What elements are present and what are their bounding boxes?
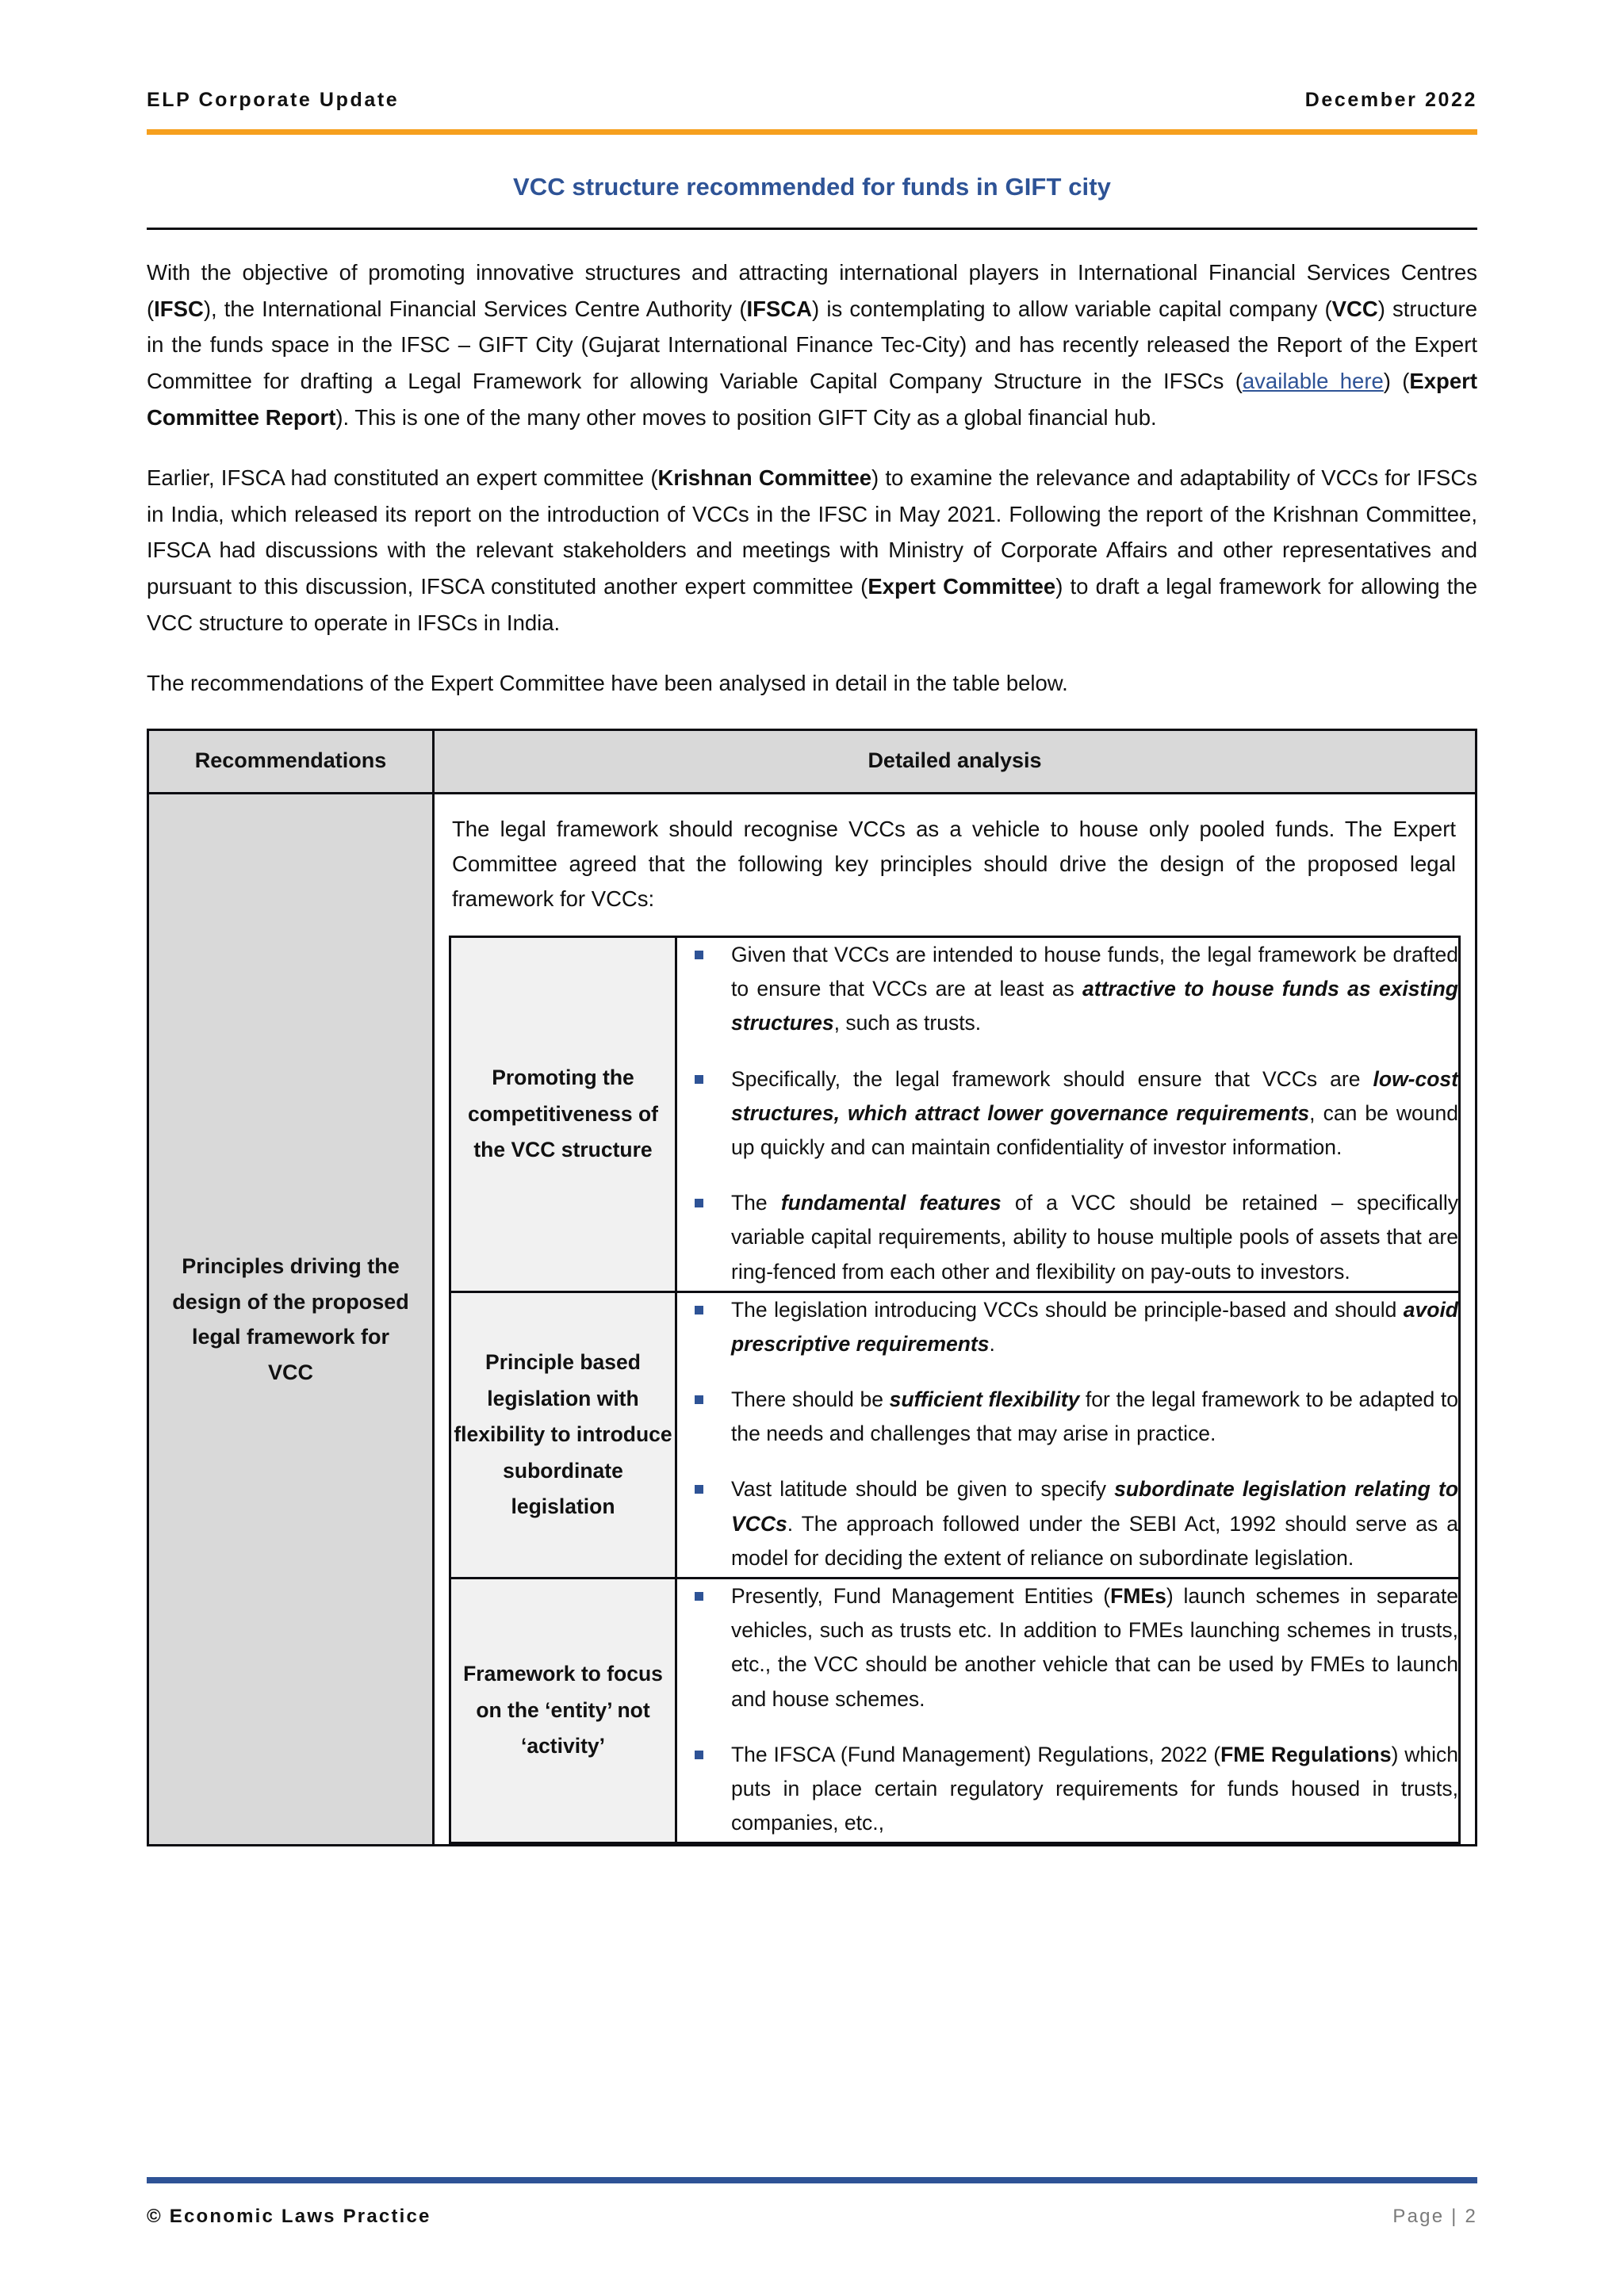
p2-term-krishnan-committee: Krishnan Committee [657, 465, 872, 491]
bullet-seg: The IFSCA (Fund Management) Regulations, 2022 ( [731, 1742, 1221, 1766]
bullet-item [677, 1186, 1458, 1289]
bullet-seg: . [989, 1331, 995, 1356]
bullet-emphasis: attractive to house funds as existing structures [731, 977, 1458, 1035]
page-title: VCC structure recommended for funds in GIFT city [512, 173, 1112, 201]
p1-term-ifsc: IFSC [154, 296, 204, 321]
bullet-seg: The legislation introducing VCCs should be principle-based and should [731, 1297, 1404, 1322]
intro-paragraph-2 [147, 460, 1477, 641]
bullet-item [677, 1293, 1458, 1361]
subrow-label-framework-entity-not-activity: Framework to focus on the ‘entity’ not ‘activity’ [450, 1578, 676, 1843]
bullet-emphasis: low-cost structures, which attract lower governance requirements [731, 1066, 1458, 1125]
p1-seg1: With the objective of promoting innovative structures and attracting international players in International Financial Services Centres ( [147, 260, 1477, 321]
intro-paragraph-1 [147, 254, 1477, 435]
p1-term-expert-committee-report: Expert Committee Report [147, 368, 1477, 430]
detailed-analysis-cell [434, 794, 1477, 1846]
table-header-row [148, 730, 1477, 794]
table-row [148, 794, 1477, 1846]
bullet-list [677, 938, 1458, 1289]
p1-seg3: ) is contemplating to allow variable capital company ( [812, 296, 1332, 321]
bullet-item [677, 938, 1458, 1041]
bullet-list [677, 1293, 1458, 1575]
available-here-link[interactable]: available here [1242, 368, 1384, 393]
p2-seg3: ) to draft a legal framework for allowing the VCC structure to operate in IFSCs in India. [147, 574, 1477, 635]
detail-intro-text: The legal framework should recognise VCCs as a vehicle to house only pooled funds. The Expert Committee agreed that the following key principles should drive the design of the proposed legal framework for VCCs: [452, 817, 1456, 912]
bullet-seg: , such as trusts. [833, 1011, 982, 1035]
title-divider [147, 228, 1477, 230]
bullet-emphasis: subordinate legislation relating to VCCs [731, 1477, 1459, 1536]
bullet-item [677, 1383, 1458, 1451]
p1-seg6: ). This is one of the many other moves to position GIFT City as a global financial hub. [335, 404, 1157, 430]
bullet-seg: of a VCC should be retained – specifically variable capital requirements, ability to house multiple pools of assets that are ring-fenced from each other and flexibility on pay-outs to investors. [731, 1191, 1458, 1284]
footer-copyright: © Economic Laws Practice [147, 2206, 431, 2227]
subtable-row [450, 937, 1460, 1292]
p1-term-ifsca: IFSCA [746, 296, 813, 321]
bullet-term-fmes: FMEs [1110, 1584, 1166, 1609]
document-footer [147, 2177, 1477, 2228]
header-date-right: December 2022 [1304, 89, 1477, 111]
subtable-row [450, 1292, 1460, 1578]
subrow-body-principle-based-legislation [676, 1292, 1460, 1578]
bullet-seg: ) which puts in place certain regulatory requirements for funds housed in trusts, companies, etc., [731, 1742, 1458, 1835]
bullet-emphasis: avoid prescriptive requirements [731, 1297, 1458, 1356]
bullet-seg: There should be [731, 1387, 890, 1412]
p2-seg1: Earlier, IFSCA had constituted an expert committee ( [147, 465, 658, 491]
bullet-seg: , can be wound up quickly and can maintain confidentiality of investor information. [731, 1100, 1458, 1159]
subrow-body-promoting-competitiveness [676, 937, 1460, 1292]
bullet-emphasis: sufficient flexibility [889, 1387, 1080, 1412]
footer-page-number: Page | 2 [1392, 2206, 1477, 2227]
p2-term-expert-committee: Expert Committee [868, 574, 1056, 599]
bullet-emphasis: fundamental features [780, 1191, 1002, 1215]
bullet-seg: Specifically, the legal framework should ensure that VCCs are [731, 1066, 1373, 1091]
bullet-seg: ) launch schemes in separate vehicles, such as trusts etc. In addition to FMEs launching schemes in trusts, etc., the VCC should be another vehicle that can be used by FMEs to launch and house schemes. [731, 1584, 1458, 1711]
intro-paragraph-3: The recommendations of the Expert Committee have been analysed in detail in the table below. [147, 671, 1068, 696]
header-orange-rule [147, 129, 1477, 135]
subtable-row [450, 1578, 1460, 1843]
column-header-recommendations: Recommendations [148, 730, 434, 794]
subrow-label-promoting-competitiveness: Promoting the competitiveness of the VCC structure [450, 937, 676, 1292]
footer-row [147, 2206, 1477, 2228]
bullet-item [677, 1579, 1458, 1716]
bullet-item [677, 1062, 1458, 1165]
bullet-seg: for the legal framework to be adapted to the needs and challenges that may arise in practice. [731, 1387, 1458, 1446]
bullet-item [677, 1472, 1458, 1575]
bullet-seg: Vast latitude should be given to specify [731, 1477, 1115, 1502]
bullet-seg: Presently, Fund Management Entities ( [731, 1584, 1111, 1609]
bullet-list [677, 1579, 1458, 1840]
p1-seg5: ) ( [1383, 368, 1410, 393]
principles-subtable [449, 936, 1461, 1844]
bullet-item [677, 1738, 1458, 1841]
document-header [147, 0, 1477, 112]
p2-seg2: ) to examine the relevance and adaptability of VCCs for IFSCs in India, which released its report on the introduction of VCCs in the IFSC in May 2021. Following the report of the Krishnan Committee, IFSCA had discussions with the relevant stakeholders and meetings with Ministry of Corporate Affairs and other representatives and pursuant to this discussion, IFSCA constituted another expert committee ( [147, 465, 1477, 599]
footer-blue-rule [147, 2177, 1477, 2183]
bullet-seg: Given that VCCs are intended to house funds, the legal framework be drafted to ensure that VCCs are at least as [731, 943, 1458, 1001]
bullet-term-fme-regulations: FME Regulations [1220, 1742, 1392, 1766]
header-title-left: ELP Corporate Update [147, 89, 400, 111]
p1-seg2: ), the International Financial Services Centre Authority ( [203, 296, 747, 321]
recommendation-label-principles: Principles driving the design of the proposed legal framework for VCC [148, 794, 434, 1846]
p1-term-vcc: VCC [1331, 296, 1378, 321]
column-header-detailed-analysis: Detailed analysis [434, 730, 1477, 794]
subrow-body-framework-entity-not-activity [676, 1578, 1460, 1843]
recommendations-table [147, 729, 1477, 1846]
bullet-seg: The [731, 1191, 781, 1215]
p1-seg4: ) structure in the funds space in the IFSC – GIFT City (Gujarat International Finance Tec-City) and has recently released the Report of the Expert Committee for drafting a Legal Framework for allowing Variable Capital Company Structure in the IFSCs ( [147, 296, 1478, 393]
bullet-seg: . The approach followed under the SEBI Act, 1992 should serve as a model for deciding the extent of reliance on subordinate legislation. [731, 1511, 1458, 1570]
subrow-label-principle-based-legislation: Principle based legislation with flexibility to introduce subordinate legislation [450, 1292, 676, 1578]
